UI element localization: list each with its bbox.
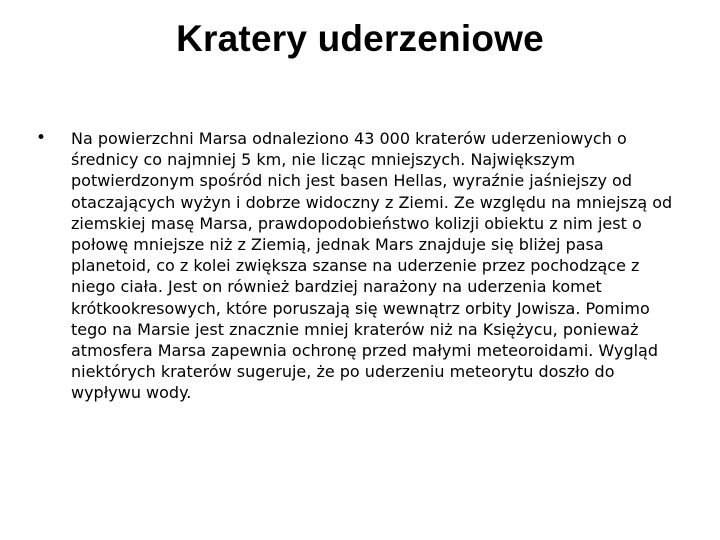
slide-title: Kratery uderzeniowe — [176, 18, 544, 59]
bullet-item — [36, 128, 686, 404]
bullet-marker: • — [36, 128, 47, 148]
slide-body — [36, 128, 686, 404]
bullet-text: Na powierzchni Marsa odnaleziono 43 000 kraterów uderzeniowych o średnicy co najmniej 5 km, nie licząc mniejszych. Największym potwierdzonym spośród nich jest basen Hellas, wyraźnie jaśniejszy od otaczających wyżyn i dobrze widoczny z Ziemi. Ze względu na mniejszą od ziemskiej masę Marsa, prawdopodobieństwo kolizji obiektu z nim jest o połowę mniejsze niż z Ziemią, jednak Mars znajduje się bliżej pasa planetoid, co z kolei zwiększa szanse na uderzenie przez pochodzące z niego ciała. Jest on również bardziej narażony na uderzenia komet krótkookresowych, które poruszają się wewnątrz orbity Jowisza. Pomimo tego na Marsie jest znacznie mniej kraterów niż na Księżycu, ponieważ atmosfera Marsa zapewnia ochronę przed małymi meteoroidami. Wygląd niektórych kraterów sugeruje, że po uderzeniu meteorytu doszło do wypływu wody. — [71, 129, 673, 403]
